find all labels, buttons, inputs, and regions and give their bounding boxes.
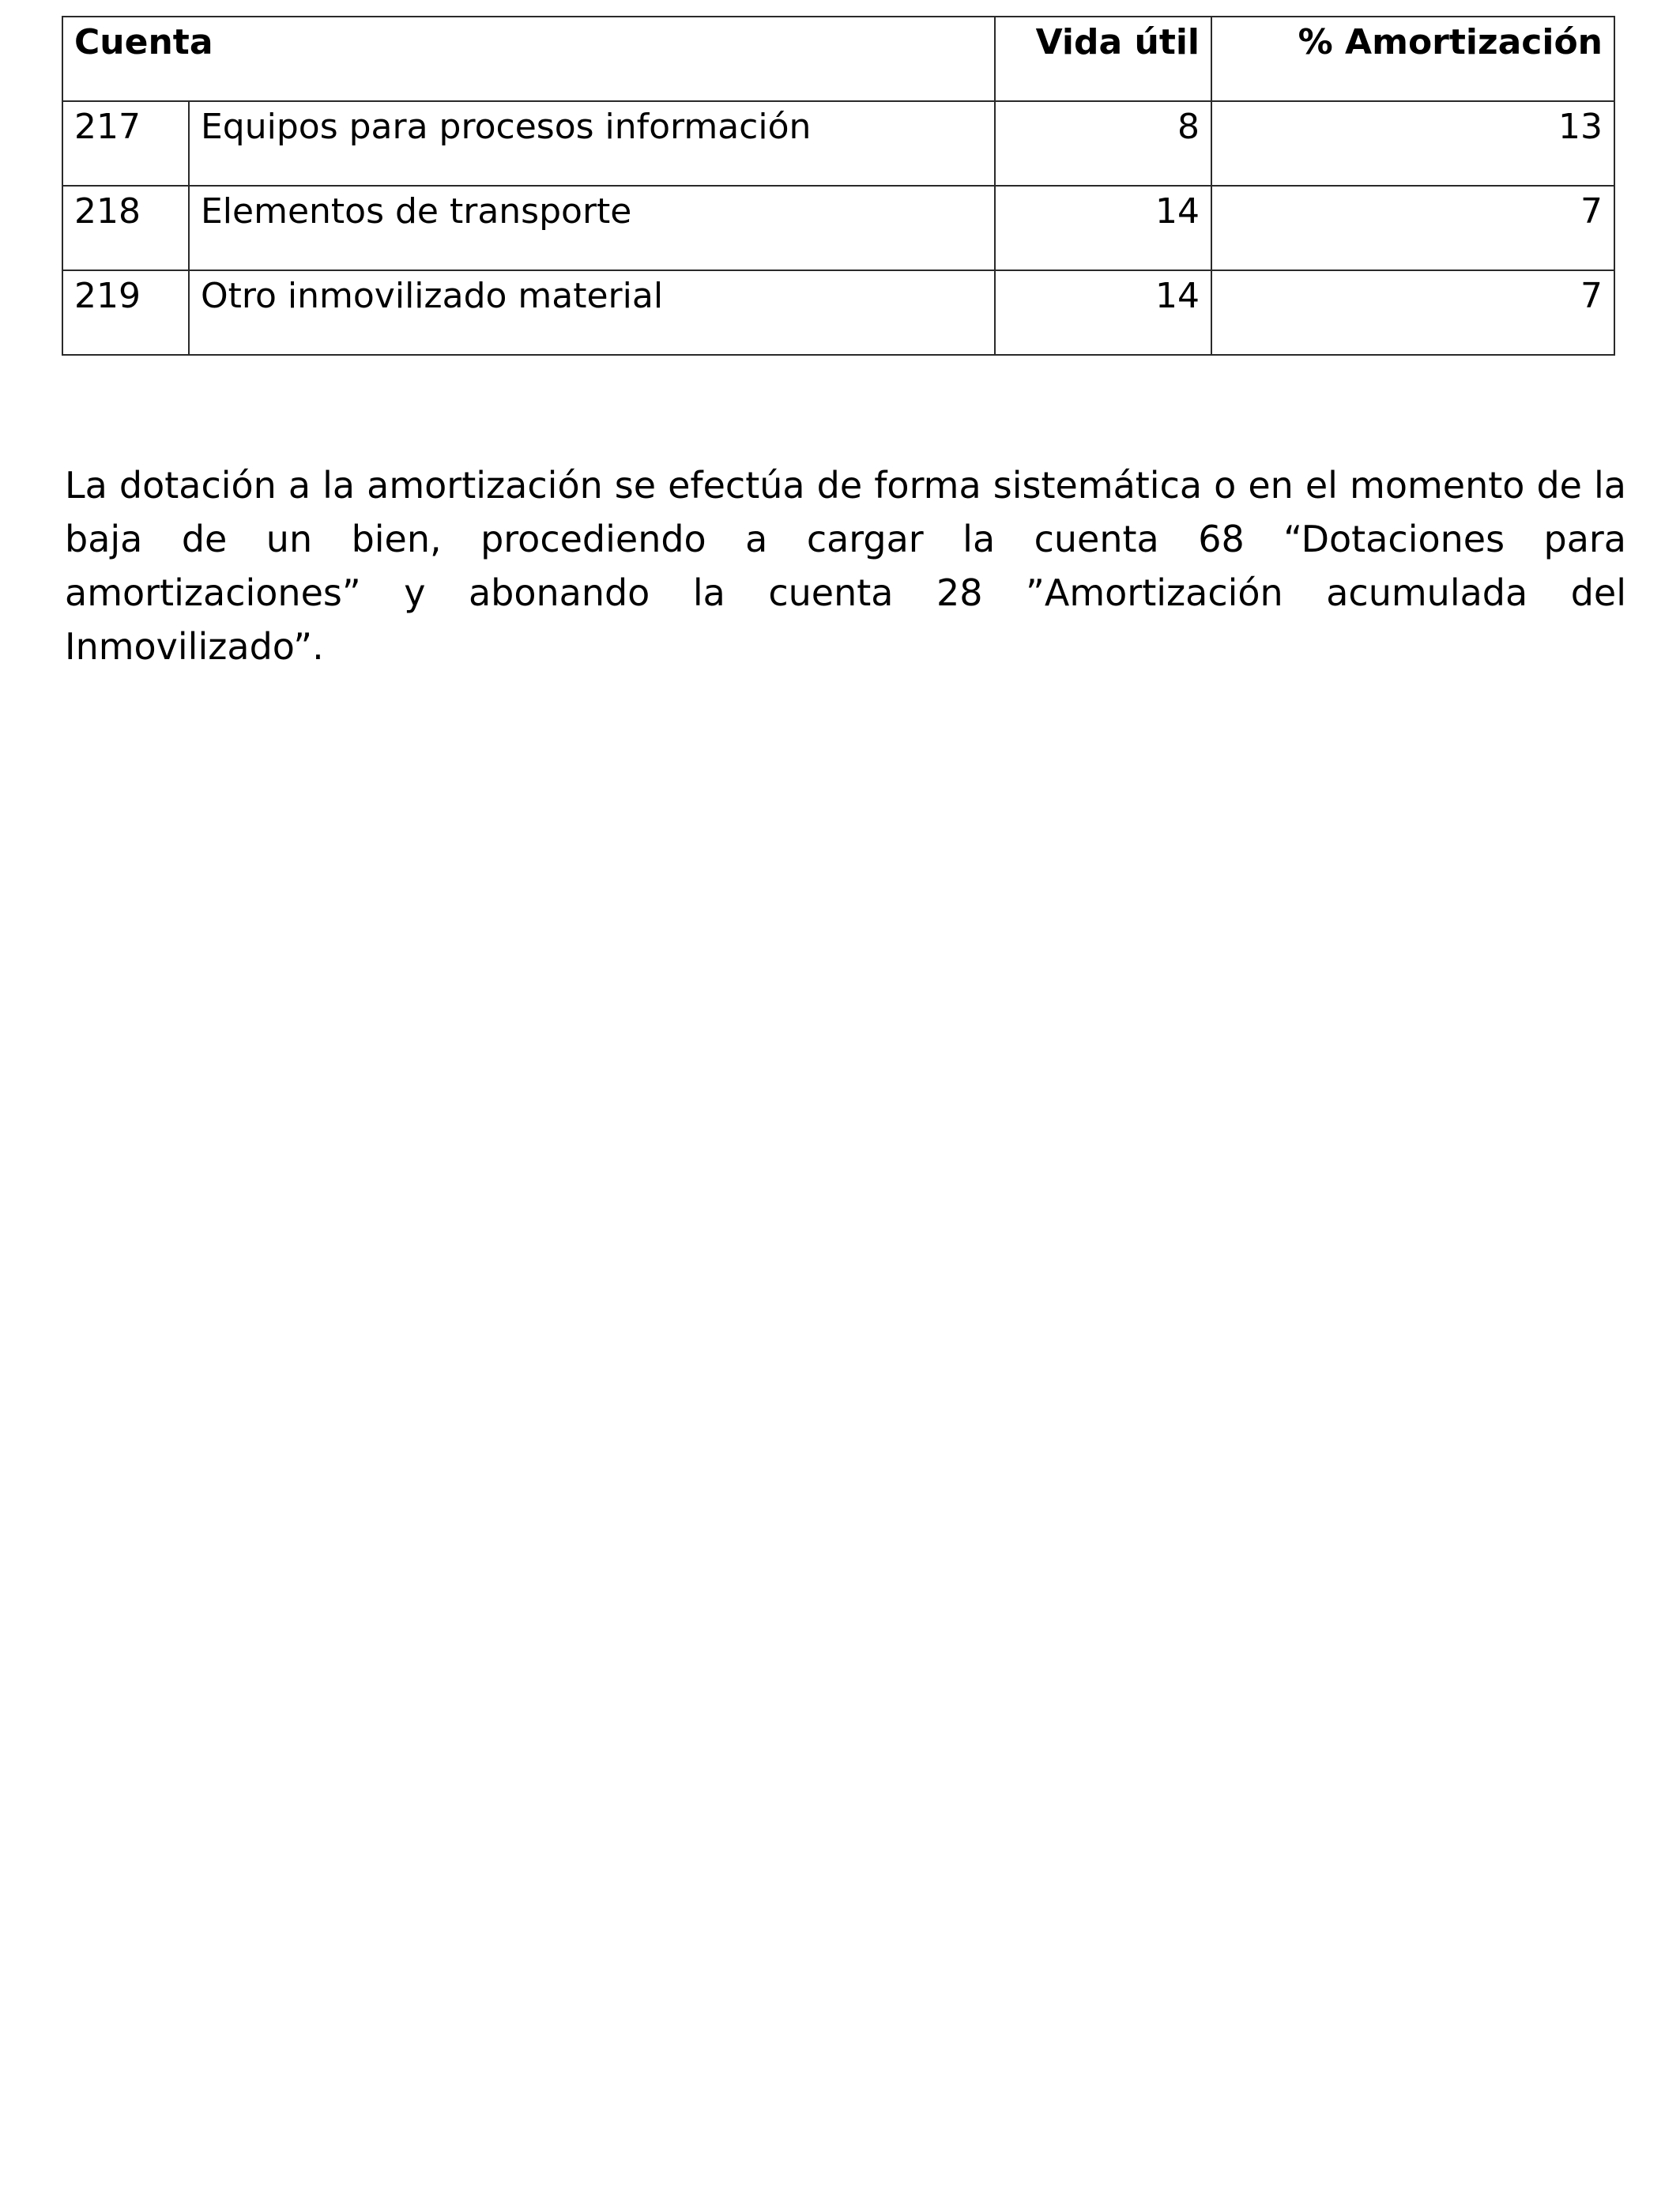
account-description: Elementos de transporte <box>189 186 995 270</box>
amortization-pct-value: 7 <box>1211 186 1614 270</box>
amortization-pct-value: 7 <box>1211 270 1614 355</box>
header-useful-life: Vida útil <box>995 17 1211 101</box>
useful-life-value: 14 <box>995 270 1211 355</box>
useful-life-value: 8 <box>995 101 1211 186</box>
table-row <box>62 101 1614 186</box>
account-description: Otro inmovilizado material <box>189 270 995 355</box>
table-row <box>62 186 1614 270</box>
account-code: 218 <box>62 186 189 270</box>
table-header-row <box>62 17 1614 101</box>
amortization-paragraph: La dotación a la amortización se efectúa de forma sistemática o en el momento de la baja de un bien, procediendo a cargar la cuenta 68 “Dotaciones para amortizaciones” y abonando la cuenta 28 ”Amortización acumulada del Inmovilizado”. <box>65 464 1626 668</box>
account-code: 219 <box>62 270 189 355</box>
table-row <box>62 270 1614 355</box>
useful-life-value: 14 <box>995 186 1211 270</box>
amortization-pct-value: 13 <box>1211 101 1614 186</box>
account-description: Equipos para procesos información <box>189 101 995 186</box>
amortization-table <box>62 16 1615 356</box>
header-amortization-pct: % Amortización <box>1211 17 1614 101</box>
account-code: 217 <box>62 101 189 186</box>
header-account: Cuenta <box>62 17 995 101</box>
